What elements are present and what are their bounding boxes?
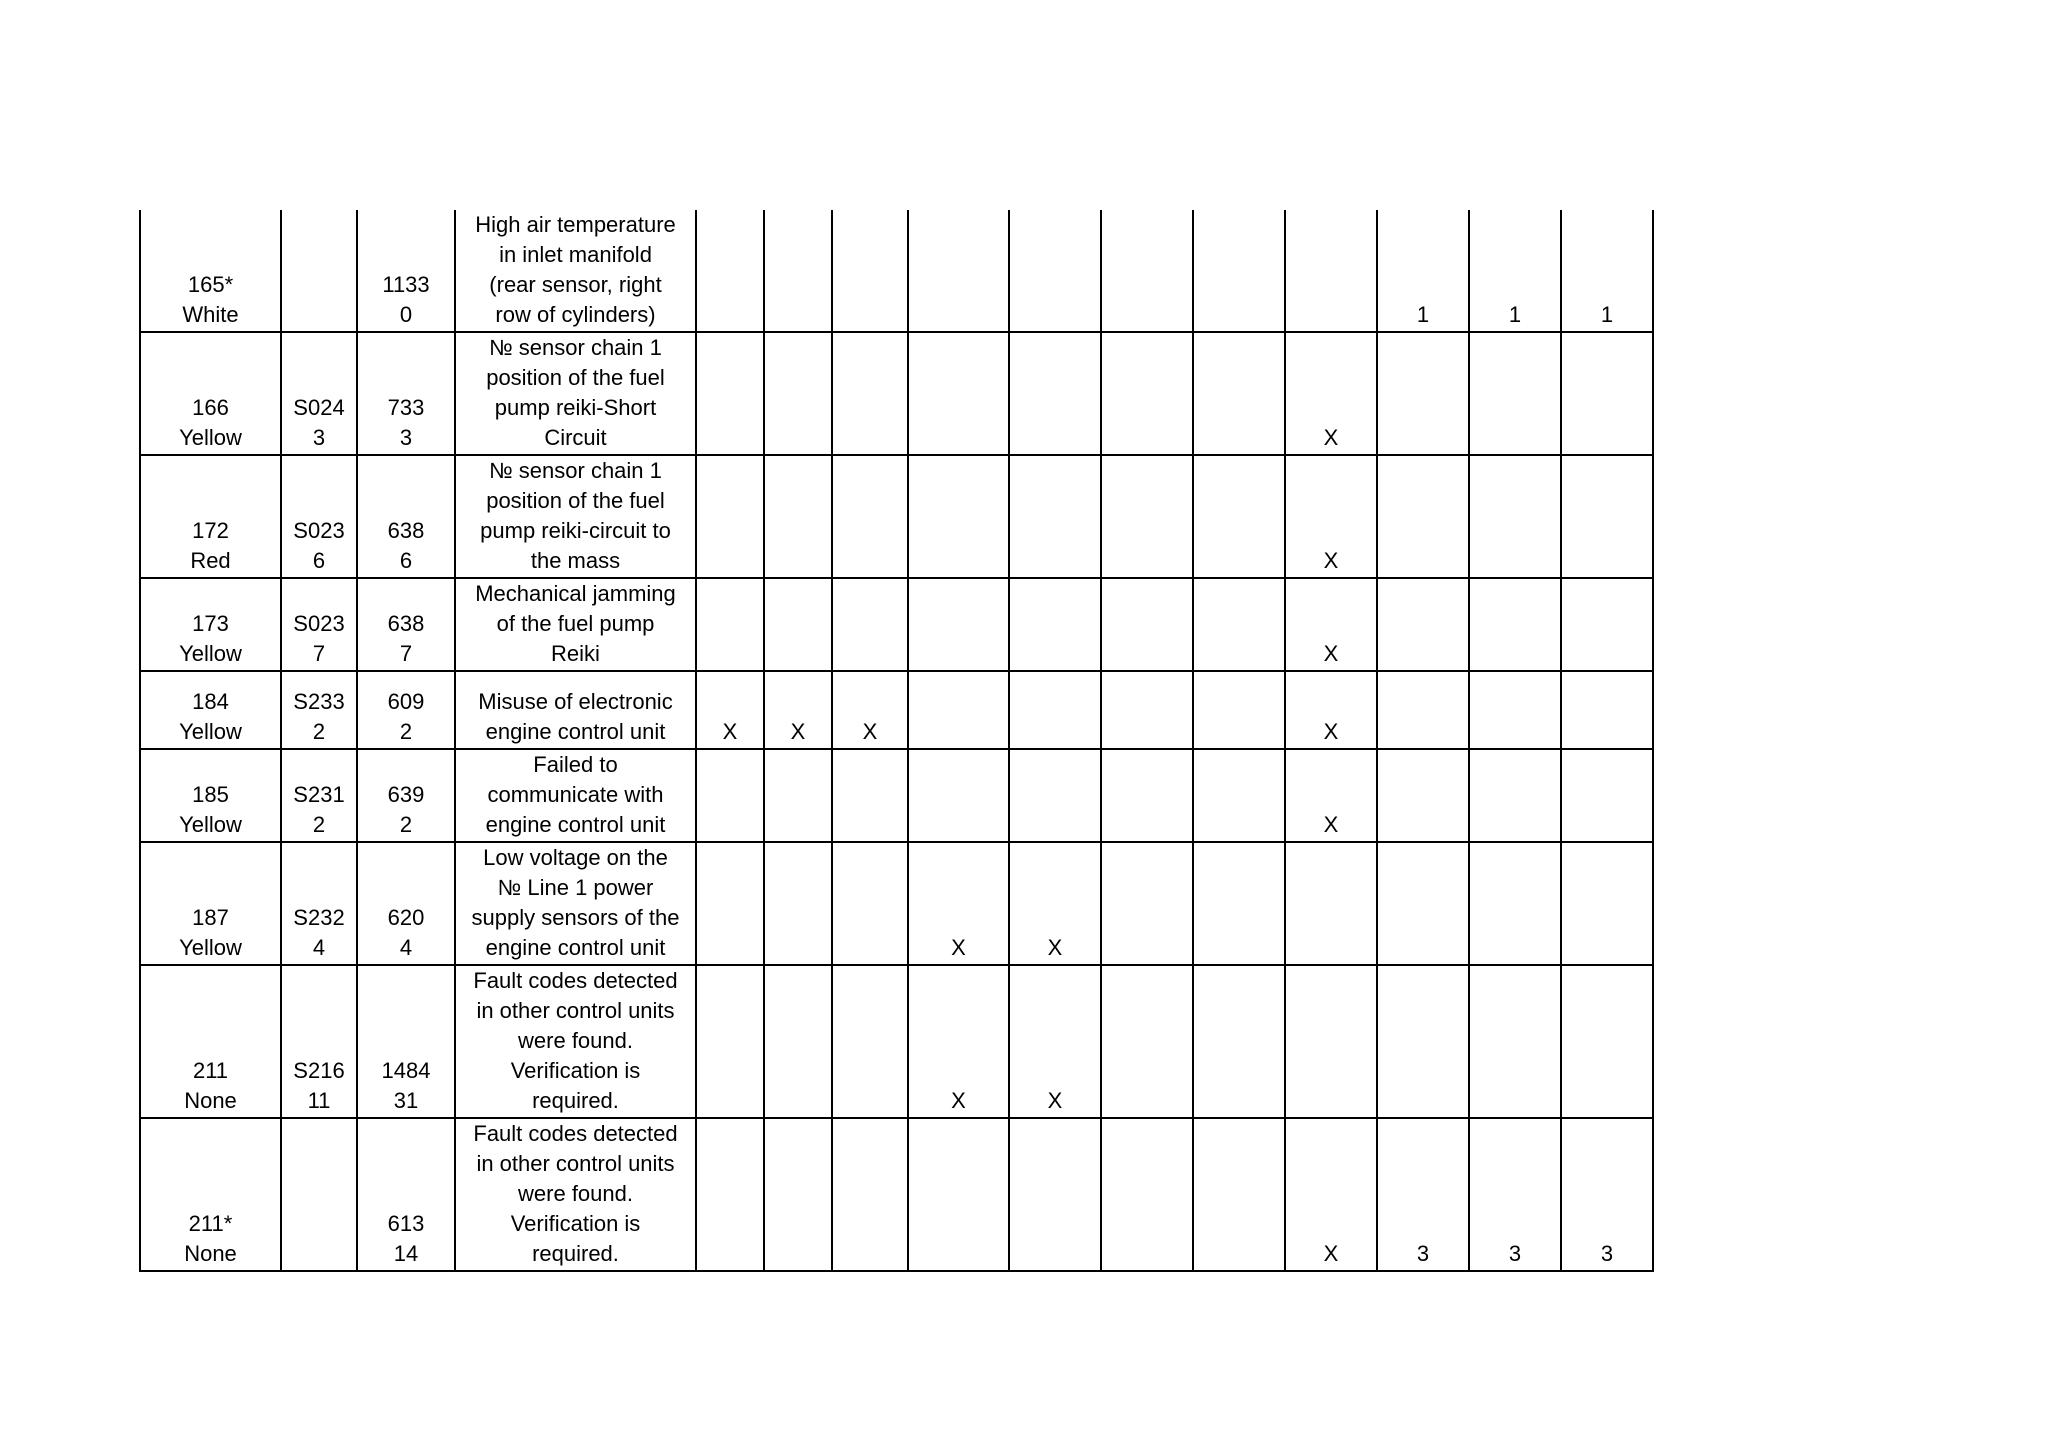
number-code-cell-line: 0	[399, 302, 413, 327]
s-code-cell	[281, 332, 357, 455]
description-cell-line: engine control unit	[485, 935, 666, 960]
description-cell-line: in other control units	[476, 1151, 675, 1176]
mark-cell	[1193, 842, 1285, 965]
mark-cell: X	[696, 671, 764, 749]
description-cell-line: Mechanical jamming	[475, 581, 676, 606]
fault-code-cell	[140, 749, 281, 842]
table-row	[140, 332, 1653, 455]
mark-cell: 1	[1469, 210, 1561, 332]
mark-cell	[764, 455, 832, 578]
description-cell-line: supply sensors of the	[471, 905, 680, 930]
mark-cell	[1009, 749, 1101, 842]
mark-cell	[1101, 1118, 1193, 1271]
description-cell-line: Reiki	[551, 641, 600, 666]
number-code-cell-line: 639	[387, 782, 425, 807]
description-cell-line: Verification is	[510, 1058, 641, 1083]
mark-cell	[764, 332, 832, 455]
description-cell-line: Circuit	[544, 425, 607, 450]
number-code-cell	[357, 1118, 455, 1271]
mark-cell	[908, 578, 1009, 671]
mark-cell	[696, 1118, 764, 1271]
description-cell-line: Fault codes detected	[473, 968, 678, 993]
mark-cell	[1561, 671, 1653, 749]
table-row	[140, 671, 1653, 749]
mark-cell	[1561, 332, 1653, 455]
mark-cell	[764, 1118, 832, 1271]
number-code-cell-line: 638	[387, 611, 425, 636]
mark-cell	[1377, 455, 1469, 578]
mark-cell	[1193, 455, 1285, 578]
mark-cell	[1101, 749, 1193, 842]
fault-code-cell-line: Yellow	[179, 425, 242, 450]
mark-cell	[1193, 965, 1285, 1118]
mark-cell	[1561, 965, 1653, 1118]
s-code-cell-line: S216	[293, 1058, 345, 1083]
mark-cell: X	[1285, 749, 1377, 842]
mark-cell	[1561, 842, 1653, 965]
description-cell	[455, 1118, 696, 1271]
mark-cell	[1101, 965, 1193, 1118]
mark-cell	[1193, 578, 1285, 671]
mark-cell	[1009, 671, 1101, 749]
number-code-cell-line: 733	[387, 395, 425, 420]
mark-cell	[696, 965, 764, 1118]
mark-cell: X	[1285, 1118, 1377, 1271]
number-code-cell	[357, 842, 455, 965]
number-code-cell-line: 6	[399, 548, 413, 573]
description-cell	[455, 842, 696, 965]
mark-cell	[832, 842, 908, 965]
mark-cell: X	[1285, 671, 1377, 749]
s-code-cell-line: S231	[293, 782, 345, 807]
mark-cell	[696, 578, 764, 671]
description-cell-line: pump reiki-circuit to	[480, 518, 671, 543]
mark-cell: X	[908, 842, 1009, 965]
fault-code-cell	[140, 671, 281, 749]
mark-cell	[1193, 749, 1285, 842]
mark-cell	[764, 842, 832, 965]
mark-cell	[1469, 671, 1561, 749]
mark-cell	[696, 842, 764, 965]
table-row	[140, 578, 1653, 671]
s-code-cell	[281, 749, 357, 842]
description-cell	[455, 210, 696, 332]
s-code-cell-line: 2	[312, 719, 326, 744]
mark-cell: 1	[1561, 210, 1653, 332]
mark-cell	[764, 965, 832, 1118]
table-body	[140, 210, 1653, 1271]
description-cell-line: in inlet manifold	[499, 242, 652, 267]
mark-cell	[908, 671, 1009, 749]
mark-cell: X	[1285, 332, 1377, 455]
description-cell-line: (rear sensor, right	[489, 272, 662, 297]
fault-code-cell-line: 184	[192, 689, 229, 714]
s-code-cell	[281, 578, 357, 671]
s-code-cell-line: 2	[312, 812, 326, 837]
mark-cell	[1377, 842, 1469, 965]
s-code-cell	[281, 842, 357, 965]
description-cell-line: were found.	[518, 1181, 633, 1206]
number-code-cell	[357, 749, 455, 842]
description-cell-line: of the fuel pump	[496, 611, 655, 636]
number-code-cell	[357, 210, 455, 332]
s-code-cell-line: 7	[312, 641, 326, 666]
mark-cell	[1469, 749, 1561, 842]
description-cell	[455, 749, 696, 842]
s-code-cell-line: 3	[312, 425, 326, 450]
number-code-cell-line: 609	[387, 689, 425, 714]
mark-cell	[1101, 578, 1193, 671]
description-cell-line: pump reiki-Short	[494, 395, 657, 420]
mark-cell: X	[1285, 455, 1377, 578]
number-code-cell	[357, 578, 455, 671]
description-cell-line: in other control units	[476, 998, 675, 1023]
s-code-cell	[281, 965, 357, 1118]
fault-code-cell-line: White	[182, 302, 239, 327]
description-cell-line: position of the fuel	[486, 365, 665, 390]
mark-cell	[1561, 455, 1653, 578]
fault-code-cell-line: None	[184, 1241, 237, 1266]
mark-cell: 1	[1377, 210, 1469, 332]
s-code-cell-line: 4	[312, 935, 326, 960]
number-code-cell-line: 3	[399, 425, 413, 450]
s-code-cell-line: S023	[293, 518, 345, 543]
s-code-cell-line: 11	[307, 1088, 331, 1113]
mark-cell	[1009, 210, 1101, 332]
s-code-cell	[281, 1118, 357, 1271]
mark-cell	[696, 749, 764, 842]
mark-cell: X	[1009, 965, 1101, 1118]
s-code-cell-line: S024	[293, 395, 345, 420]
s-code-cell-line: S232	[293, 905, 345, 930]
mark-cell	[1561, 749, 1653, 842]
description-cell-line: row of cylinders)	[495, 302, 656, 327]
description-cell-line: № sensor chain 1	[489, 335, 662, 360]
fault-code-cell	[140, 210, 281, 332]
mark-cell	[832, 965, 908, 1118]
mark-cell	[1101, 842, 1193, 965]
description-cell	[455, 332, 696, 455]
mark-cell	[1561, 578, 1653, 671]
number-code-cell-line: 613	[387, 1211, 425, 1236]
number-code-cell-line: 4	[399, 935, 413, 960]
description-cell-line: Failed to	[533, 752, 618, 777]
description-cell-line: Misuse of electronic	[478, 689, 673, 714]
number-code-cell-line: 1133	[382, 272, 430, 297]
mark-cell: 3	[1469, 1118, 1561, 1271]
mark-cell	[832, 578, 908, 671]
fault-code-cell	[140, 455, 281, 578]
fault-code-table	[139, 210, 1654, 1272]
fault-code-cell-line: 187	[192, 905, 229, 930]
description-cell-line: Fault codes detected	[473, 1121, 678, 1146]
description-cell-line: communicate with	[487, 782, 664, 807]
mark-cell	[764, 578, 832, 671]
description-cell-line: position of the fuel	[486, 488, 665, 513]
mark-cell	[1193, 210, 1285, 332]
mark-cell	[908, 332, 1009, 455]
mark-cell	[1101, 455, 1193, 578]
number-code-cell-line: 2	[399, 719, 413, 744]
number-code-cell-line: 1484	[381, 1058, 431, 1083]
fault-code-cell-line: 165*	[187, 272, 234, 297]
mark-cell	[1377, 749, 1469, 842]
mark-cell	[908, 455, 1009, 578]
description-cell-line: Low voltage on the	[483, 845, 668, 870]
mark-cell	[832, 210, 908, 332]
table-row	[140, 1118, 1653, 1271]
s-code-cell	[281, 210, 357, 332]
description-cell-line: engine control unit	[485, 812, 666, 837]
mark-cell: 3	[1377, 1118, 1469, 1271]
mark-cell	[1469, 965, 1561, 1118]
mark-cell: X	[908, 965, 1009, 1118]
s-code-cell-line: S233	[293, 689, 345, 714]
fault-code-cell-line: 211*	[188, 1211, 233, 1236]
mark-cell	[1101, 210, 1193, 332]
mark-cell	[1193, 332, 1285, 455]
fault-code-cell	[140, 842, 281, 965]
mark-cell	[1101, 332, 1193, 455]
description-cell-line: engine control unit	[485, 719, 666, 744]
number-code-cell	[357, 671, 455, 749]
number-code-cell-line: 638	[387, 518, 425, 543]
table-row	[140, 210, 1653, 332]
fault-code-cell-line: 185	[192, 782, 229, 807]
mark-cell	[1469, 578, 1561, 671]
description-cell-line: Verification is	[510, 1211, 641, 1236]
fault-code-cell-line: Yellow	[179, 935, 242, 960]
fault-code-cell-line: Yellow	[179, 641, 242, 666]
mark-cell	[832, 1118, 908, 1271]
mark-cell	[1377, 578, 1469, 671]
fault-code-cell	[140, 332, 281, 455]
mark-cell	[908, 1118, 1009, 1271]
number-code-cell	[357, 332, 455, 455]
mark-cell	[1285, 965, 1377, 1118]
table-row	[140, 455, 1653, 578]
fault-code-cell	[140, 965, 281, 1118]
description-cell	[455, 965, 696, 1118]
description-cell	[455, 578, 696, 671]
mark-cell	[832, 455, 908, 578]
s-code-cell	[281, 671, 357, 749]
number-code-cell-line: 31	[393, 1088, 419, 1113]
s-code-cell-line: 6	[312, 548, 326, 573]
description-cell	[455, 455, 696, 578]
fault-code-cell-line: None	[184, 1088, 237, 1113]
fault-code-cell-line: 211	[192, 1058, 229, 1083]
mark-cell: X	[1285, 578, 1377, 671]
fault-code-cell	[140, 1118, 281, 1271]
mark-cell	[908, 210, 1009, 332]
mark-cell	[1377, 671, 1469, 749]
mark-cell: 3	[1561, 1118, 1653, 1271]
mark-cell: X	[764, 671, 832, 749]
mark-cell	[764, 749, 832, 842]
mark-cell	[696, 210, 764, 332]
description-cell-line: required.	[532, 1088, 619, 1113]
mark-cell	[696, 455, 764, 578]
mark-cell	[1009, 1118, 1101, 1271]
mark-cell	[1285, 842, 1377, 965]
number-code-cell-line: 14	[393, 1241, 419, 1266]
number-code-cell-line: 7	[399, 641, 413, 666]
table-row	[140, 749, 1653, 842]
description-cell-line: were found.	[518, 1028, 633, 1053]
fault-code-cell-line: 173	[192, 611, 229, 636]
description-cell	[455, 671, 696, 749]
table-row	[140, 965, 1653, 1118]
fault-code-cell-line: Red	[190, 548, 231, 573]
mark-cell	[1193, 671, 1285, 749]
mark-cell	[1377, 332, 1469, 455]
mark-cell	[1377, 965, 1469, 1118]
mark-cell	[764, 210, 832, 332]
fault-code-cell-line: 166	[192, 395, 229, 420]
description-cell-line: required.	[532, 1241, 619, 1266]
s-code-cell-line: S023	[293, 611, 345, 636]
description-cell-line: № Line 1 power	[497, 875, 654, 900]
description-cell-line: № sensor chain 1	[489, 458, 662, 483]
s-code-cell	[281, 455, 357, 578]
mark-cell	[832, 332, 908, 455]
fault-code-cell	[140, 578, 281, 671]
mark-cell: X	[1009, 842, 1101, 965]
mark-cell	[1193, 1118, 1285, 1271]
fault-code-cell-line: Yellow	[179, 812, 242, 837]
mark-cell	[908, 749, 1009, 842]
number-code-cell-line: 620	[387, 905, 425, 930]
number-code-cell	[357, 455, 455, 578]
number-code-cell-line: 2	[399, 812, 413, 837]
description-cell-line: High air temperature	[475, 212, 676, 237]
mark-cell	[1009, 578, 1101, 671]
mark-cell	[1009, 332, 1101, 455]
description-cell-line: the mass	[530, 548, 621, 573]
fault-code-cell-line: Yellow	[179, 719, 242, 744]
mark-cell: X	[832, 671, 908, 749]
mark-cell	[696, 332, 764, 455]
mark-cell	[1285, 210, 1377, 332]
mark-cell	[1469, 842, 1561, 965]
table-row	[140, 842, 1653, 965]
mark-cell	[1469, 332, 1561, 455]
mark-cell	[1469, 455, 1561, 578]
mark-cell	[1009, 455, 1101, 578]
mark-cell	[1101, 671, 1193, 749]
mark-cell	[832, 749, 908, 842]
number-code-cell	[357, 965, 455, 1118]
fault-code-cell-line: 172	[192, 518, 229, 543]
